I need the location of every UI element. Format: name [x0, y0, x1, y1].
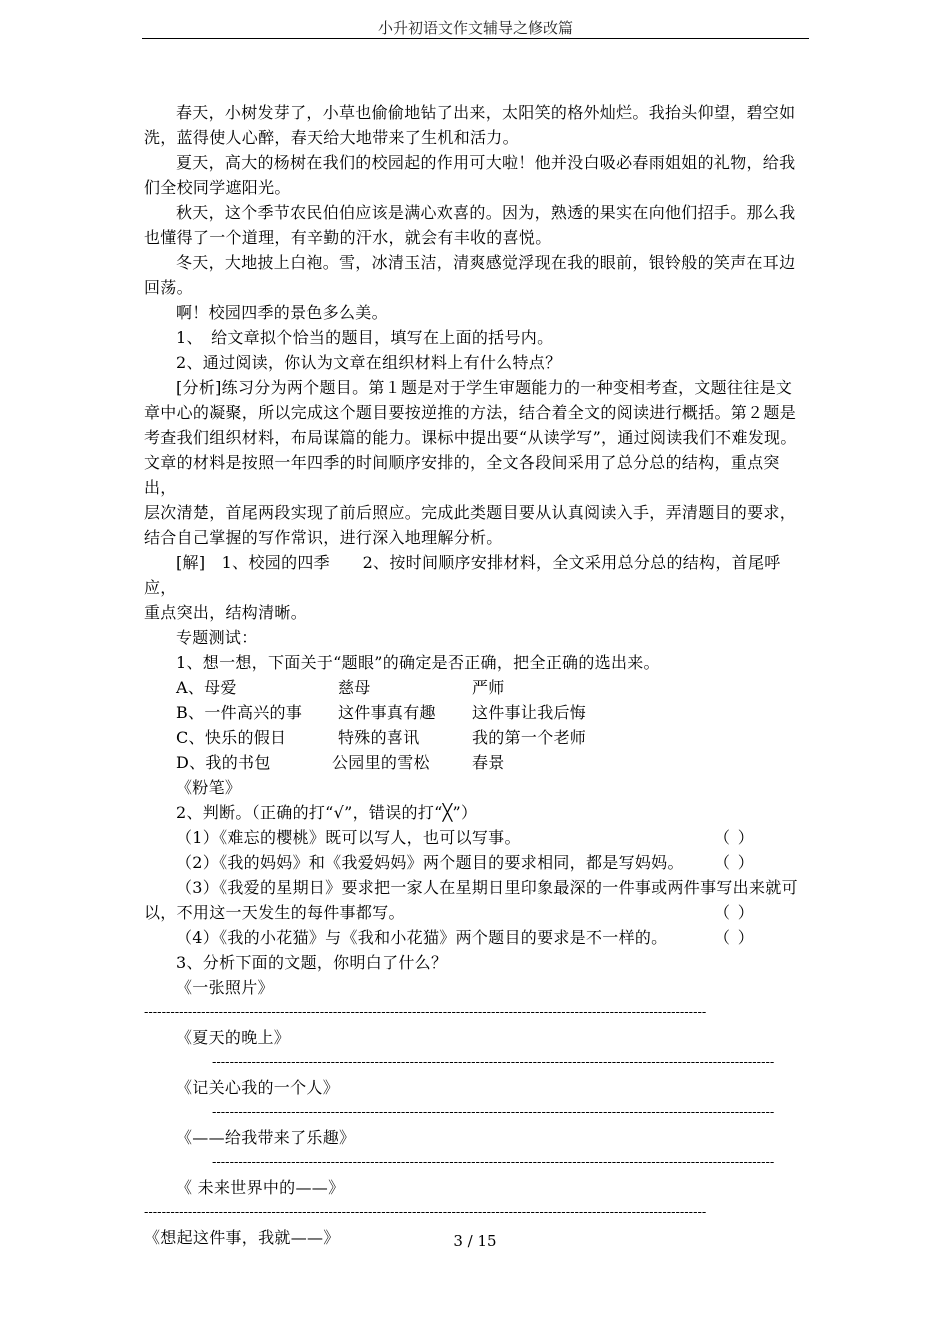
analysis-line-5: 层次清楚，首尾两段实现了前后照应。完成此类题目要从认真阅读入手，弄清题目的要求， [144, 503, 797, 522]
paragraph-winter-cont: 回荡。 [144, 278, 193, 297]
option-cell: 春景 [472, 753, 505, 772]
analysis-line-3: 考查我们组织材料，布局谋篇的能力。课标中提出要“从读学写”，通过阅读我们不难发现。 [144, 428, 797, 447]
paragraph-autumn-cont: 也懂得了一个道理，有辛勤的汗水，就会有丰收的喜悦。 [144, 228, 552, 247]
option-row-d [144, 750, 809, 775]
judge-item-2: （2）《我的妈妈》和《我爱妈妈》两个题目的要求相同，都是写妈妈。 （ ） [144, 850, 809, 875]
answer-line-2: 重点突出，结构清晰。 [144, 603, 308, 622]
option-cell: B、一件高兴的事 [176, 703, 303, 722]
title-item: 《 未来世界中的——》 [176, 1178, 345, 1197]
answer-line-1: [解] 1、校园的四季 2、按时间顺序安排材料，全文采用总分总的结构，首尾呼应， [144, 553, 781, 597]
answer-dash-line: -------------------------------------------------------------------------------------------------------------------------------- [212, 1105, 775, 1120]
analysis-line-6: 结合自己掌握的写作常识，进行深入地理解分析。 [144, 528, 503, 547]
answer-dash-line: -------------------------------------------------------------------------------------------------------------------------------- [144, 1205, 707, 1220]
paragraph-autumn: 秋天，这个季节农民伯伯应该是满心欢喜的。因为，熟透的果实在向他们招手。那么我 [176, 203, 796, 222]
option-cell: C、快乐的假日 [176, 728, 287, 747]
page-number: 3 / 15 [453, 1232, 497, 1250]
option-extra: 《粉笔》 [176, 778, 242, 797]
paragraph-conclusion: 啊！校园四季的景色多么美。 [176, 303, 388, 322]
paragraph-spring-cont: 洗，蓝得使人心醉，春天给大地带来了生机和活力。 [144, 128, 519, 147]
paragraph-spring: 春天，小树发芽了，小草也偷偷地钻了出来，太阳笑的格外灿烂。我抬头仰望，碧空如 [176, 103, 796, 122]
answer-blank: （ ） [714, 903, 754, 922]
option-cell: 我的第一个老师 [472, 728, 587, 747]
title-item: 《一张照片》 [176, 978, 274, 997]
test-title: 专题测试： [176, 628, 258, 647]
paragraph-winter: 冬天，大地披上白袍。雪，冰清玉洁，清爽感觉浮现在我的眼前，银铃般的笑声在耳边 [176, 253, 796, 272]
title-item: 《夏天的晚上》 [176, 1028, 291, 1047]
test-question-2: 2、判断。（正确的打“√”，错误的打“╳”） [176, 803, 478, 822]
analysis-line-1: [分析]练习分为两个题目。第１题是对于学生审题能力的一种变相考查，文题往往是文 [176, 378, 793, 397]
test-question-3: 3、分析下面的文题，你明白了什么？ [176, 953, 448, 972]
test-question-1: 1、想一想，下面关于“题眼”的确定是否正确，把全正确的选出来。 [176, 653, 660, 672]
option-cell: 公园里的雪松 [332, 753, 430, 772]
answer-blank: （ ） [714, 828, 754, 847]
option-cell: 慈母 [338, 678, 371, 697]
option-cell: 这件事让我后悔 [472, 703, 587, 722]
judge-item-3: （3）《我爱的星期日》要求把一家人在星期日里印象最深的一件事或两件事写出来就可 [176, 878, 798, 897]
option-row-c [144, 725, 809, 750]
page-header: 小升初语文作文辅导之修改篇 [377, 19, 573, 37]
question-2: 2、通过阅读，你认为文章在组织材料上有什么特点？ [176, 353, 562, 372]
judge-item-3-cont: 以，不用这一天发生的每件事都写。 （ ） [144, 900, 809, 925]
title-item: 《想起这件事，我就——》 [144, 1228, 340, 1247]
judge-item-4: （4）《我的小花猫》与《我和小花猫》两个题目的要求是不一样的。 （ ） [144, 925, 809, 950]
question-1: 1、 给文章拟个恰当的题目，填写在上面的括号内。 [176, 328, 554, 347]
analysis-line-2: 章中心的凝聚，所以完成这个题目要按逆推的方法，结合着全文的阅读进行概括。第２题是 [144, 403, 797, 422]
answer-blank: （ ） [714, 928, 754, 947]
option-cell: 严师 [472, 678, 505, 697]
answer-dash-line: -------------------------------------------------------------------------------------------------------------------------------- [212, 1055, 775, 1070]
analysis-line-4: 文章的材料是按照一年四季的时间顺序安排的，全文各段间采用了总分总的结构，重点突出， [144, 453, 780, 497]
title-item: 《记关心我的一个人》 [176, 1078, 340, 1097]
option-cell: 这件事真有趣 [338, 703, 436, 722]
header-rule [142, 38, 809, 39]
option-row-b [144, 700, 809, 725]
title-item: 《——给我带来了乐趣》 [176, 1128, 356, 1147]
option-cell: D、我的书包 [176, 753, 271, 772]
answer-dash-line: -------------------------------------------------------------------------------------------------------------------------------- [144, 1005, 707, 1020]
option-cell: 特殊的喜讯 [338, 728, 420, 747]
paragraph-summer-cont: 们全校同学遮阳光。 [144, 178, 291, 197]
document-body [144, 100, 809, 1250]
judge-item-1: （1）《难忘的樱桃》既可以写人，也可以写事。 （ ） [144, 825, 809, 850]
option-row-a [144, 675, 809, 700]
answer-blank: （ ） [714, 853, 754, 872]
option-cell: A、母爱 [176, 678, 237, 697]
paragraph-summer: 夏天，高大的杨树在我们的校园起的作用可大啦！他并没白吸必春雨姐姐的礼物，给我 [176, 153, 796, 172]
answer-dash-line: -------------------------------------------------------------------------------------------------------------------------------- [212, 1155, 775, 1170]
